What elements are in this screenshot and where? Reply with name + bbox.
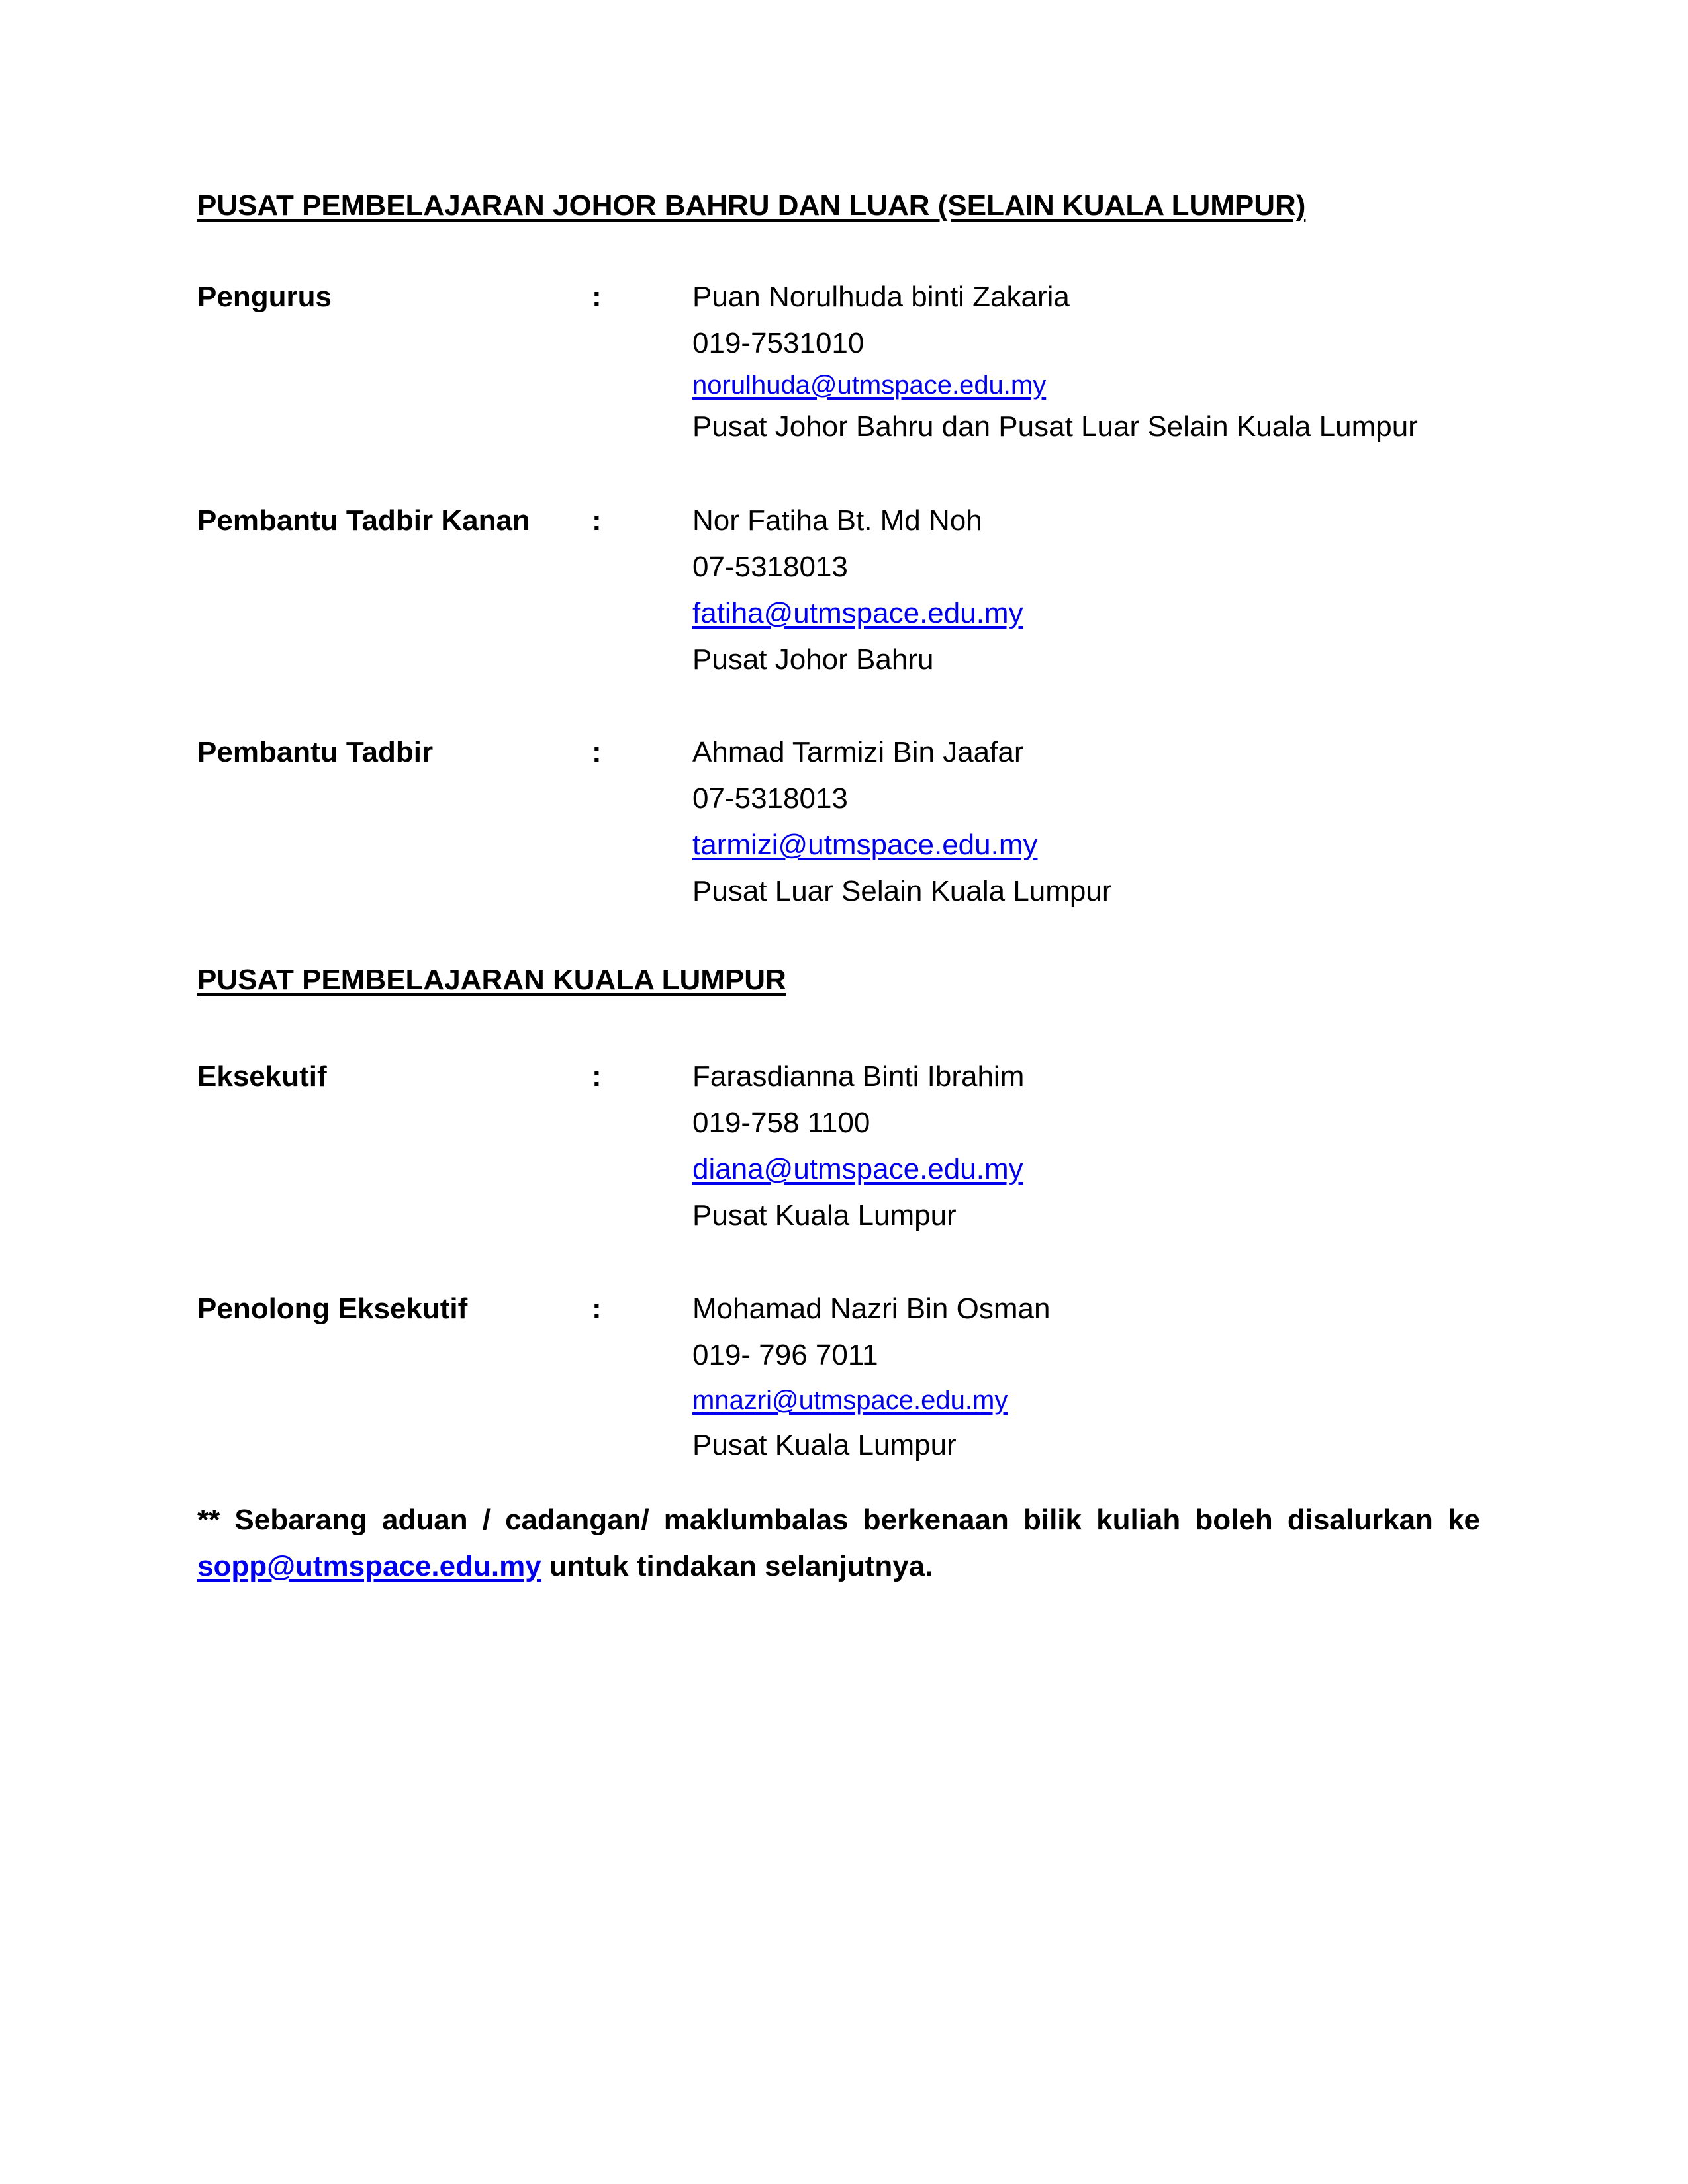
- contact-email-link[interactable]: mnazri@utmspace.edu.my: [692, 1386, 1008, 1415]
- contact-name: Nor Fatiha Bt. Md Noh: [692, 504, 982, 537]
- contact-location: Pusat Johor Bahru: [692, 643, 934, 676]
- contact-phone: 019-758 1100: [692, 1107, 870, 1139]
- feedback-note: [197, 1497, 1480, 1590]
- contact-role: Eksekutif: [197, 1060, 327, 1093]
- contact-phone: 019-7531010: [692, 327, 865, 359]
- contact-role: Pembantu Tadbir: [197, 736, 434, 768]
- contact-role: Pengurus: [197, 281, 332, 313]
- contact-location: Pusat Luar Selain Kuala Lumpur: [692, 875, 1112, 907]
- contact-email-link[interactable]: diana@utmspace.edu.my: [692, 1153, 1023, 1185]
- contact-email-link[interactable]: fatiha@utmspace.edu.my: [692, 597, 1023, 629]
- contact-phone: 07-5318013: [692, 782, 848, 815]
- contact-location: Pusat Johor Bahru dan Pusat Luar Selain Kuala Lumpur: [692, 410, 1418, 443]
- contact-name: Mohamad Nazri Bin Osman: [692, 1293, 1051, 1325]
- contact-email-link[interactable]: tarmizi@utmspace.edu.my: [692, 829, 1038, 861]
- contact-role: Penolong Eksekutif: [197, 1293, 468, 1325]
- section-heading-kuala-lumpur: PUSAT PEMBELAJARAN KUALA LUMPUR: [197, 964, 786, 996]
- contact-name: Ahmad Tarmizi Bin Jaafar: [692, 736, 1024, 768]
- contact-colon: :: [592, 504, 602, 537]
- contact-name: Farasdianna Binti Ibrahim: [692, 1060, 1025, 1093]
- contact-details: [692, 729, 1112, 915]
- contact-details: [692, 498, 1023, 683]
- contact-phone: 019- 796 7011: [692, 1339, 878, 1371]
- contact-details: [692, 1286, 1050, 1469]
- feedback-note-suffix: untuk tindakan selanjutnya.: [549, 1550, 933, 1582]
- contact-details: [692, 1054, 1024, 1239]
- contact-location: Pusat Kuala Lumpur: [692, 1199, 957, 1232]
- contact-colon: :: [592, 1060, 602, 1093]
- contact-role: Pembantu Tadbir Kanan: [197, 504, 530, 537]
- contact-colon: :: [592, 1293, 602, 1325]
- contact-location: Pusat Kuala Lumpur: [692, 1429, 957, 1461]
- feedback-email-link[interactable]: sopp@utmspace.edu.my: [197, 1550, 541, 1582]
- section-heading-johor-bahru: PUSAT PEMBELAJARAN JOHOR BAHRU DAN LUAR (SELAIN KUALA LUMPUR): [197, 189, 1306, 222]
- contact-details: [692, 274, 1418, 450]
- contact-email-link[interactable]: norulhuda@utmspace.edu.my: [692, 371, 1047, 400]
- contact-phone: 07-5318013: [692, 551, 848, 583]
- contact-colon: :: [592, 736, 602, 768]
- contact-colon: :: [592, 281, 602, 313]
- contact-name: Puan Norulhuda binti Zakaria: [692, 281, 1070, 313]
- feedback-note-text: ** Sebarang aduan / cadangan/ maklumbalas berkenaan bilik kuliah boleh disalurkan ke: [197, 1504, 1480, 1536]
